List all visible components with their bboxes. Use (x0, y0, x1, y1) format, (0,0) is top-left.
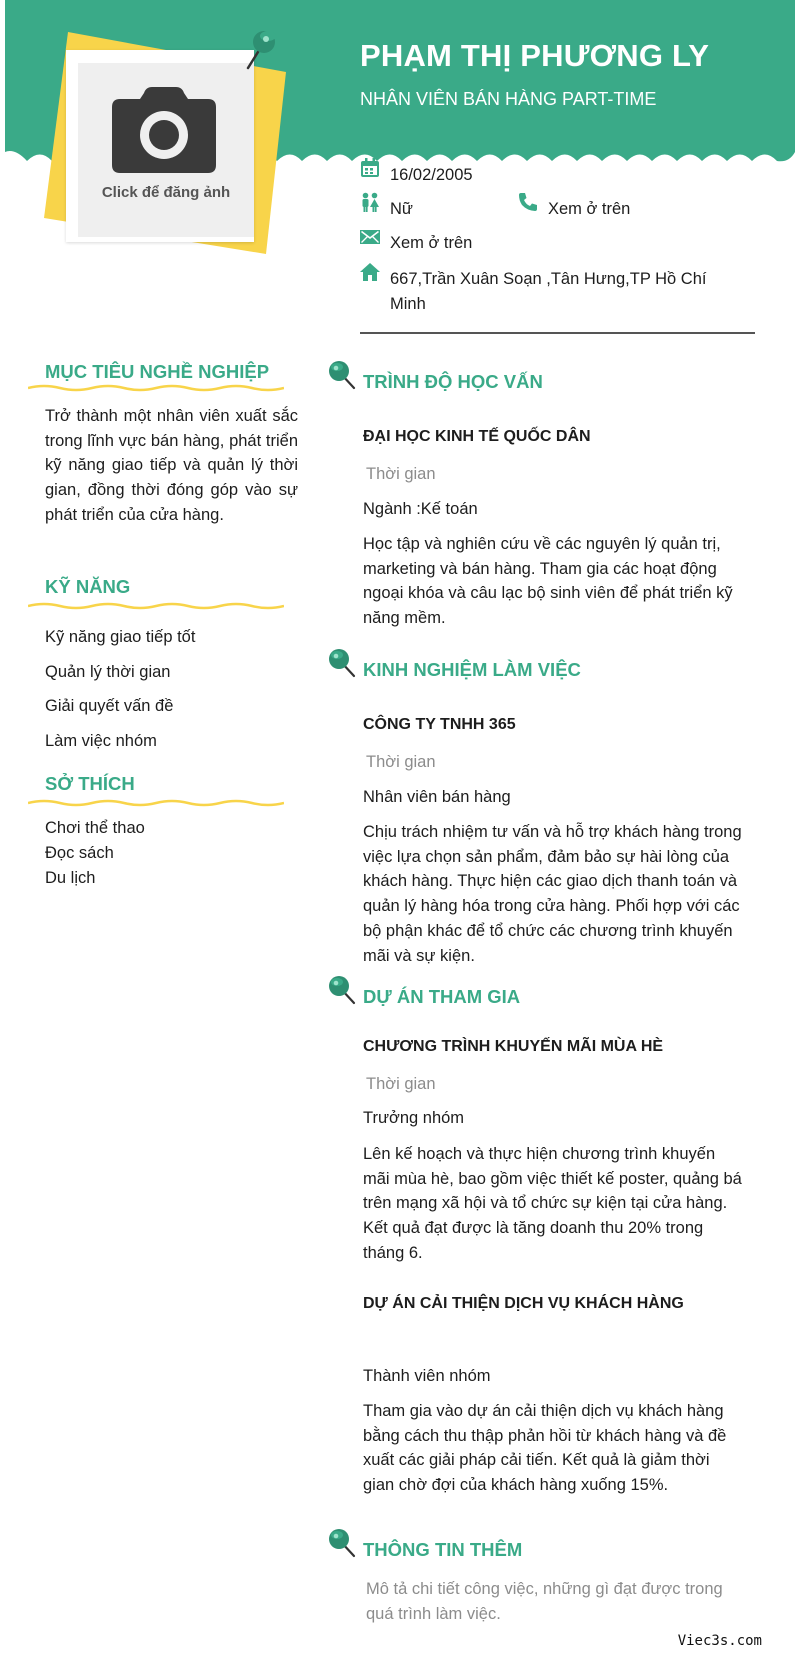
project-time: Thời gian (366, 1075, 436, 1093)
skills-underline (28, 601, 284, 611)
camera-icon (110, 85, 218, 175)
additional-title: THÔNG TIN THÊM (363, 1539, 523, 1560)
project-desc: Lên kế hoạch và thực hiện chương trình khuyến mãi mùa hè, bao gồm việc thiết kế poster, quảng bá trên mạng xã hội và tổ chức sự kiện tại cửa hàng. Kết quả đạt được là tăng doanh thu 20% trong tháng 6. (363, 1145, 742, 1262)
education-desc: Học tập và nghiên cứu về các nguyên lý quản trị, marketing và bán hàng. Tham gia các hoạt động ngoại khóa và câu lạc bộ sinh viên để phát triển kỹ năng mềm. (363, 535, 733, 628)
email-value: Xem ở trên (390, 234, 473, 252)
phone-icon (518, 192, 538, 212)
pushpin-icon (328, 648, 356, 678)
pushpin-icon (242, 24, 282, 72)
experience-title: KINH NGHIỆM LÀM VIỆC (363, 659, 581, 680)
pushpin-icon (328, 360, 356, 390)
watermark: Viec3s.com (677, 1633, 762, 1649)
experience-desc: Chịu trách nhiệm tư vấn và hỗ trợ khách hàng trong việc lựa chọn sản phẩm, đảm bảo sự hài lòng của khách hàng. Thực hiện các giao dịch thanh toán và quản lý hàng hóa trong cửa hàng. Phối hợp với các bộ phận khác để tổ chức các chương trình khuyến mãi và sự kiện. (363, 823, 742, 965)
contact-divider (360, 332, 755, 334)
education-school: ĐẠI HỌC KINH TẾ QUỐC DÂN (363, 428, 591, 445)
projects-title: DỰ ÁN THAM GIA (363, 986, 521, 1007)
education-major: Ngành :Kế toán (363, 500, 478, 518)
objective-title: MỤC TIÊU NGHỀ NGHIỆP (45, 361, 270, 382)
objective-text: Trở thành một nhân viên xuất sắc trong lĩnh vực bán hàng, phát triển kỹ năng giao tiếp và quản lý thời gian, đồng thời đóng góp vào sự phát triển của cửa hàng. (45, 407, 298, 524)
project-role: Thành viên nhóm (363, 1367, 491, 1385)
job-title: NHÂN VIÊN BÁN HÀNG PART-TIME (360, 89, 657, 109)
project-name: CHƯƠNG TRÌNH KHUYẾN MÃI MÙA HÈ (363, 1038, 664, 1055)
additional-text: Mô tả chi tiết công việc, những gì đạt được trong quá trình làm việc. (366, 1580, 723, 1623)
gender-icon (360, 192, 380, 212)
phone-value: Xem ở trên (548, 200, 631, 218)
birthdate-value: 16/02/2005 (390, 166, 473, 184)
hobbies-underline (28, 798, 284, 808)
gender-value: Nữ (390, 200, 413, 218)
skill-item: Làm việc nhóm (45, 732, 157, 750)
pushpin-icon (328, 1528, 356, 1558)
photo-caption: Click để đăng ảnh (101, 184, 231, 201)
email-icon (360, 227, 380, 247)
experience-time: Thời gian (366, 753, 436, 771)
objective-underline (28, 383, 284, 393)
education-title: TRÌNH ĐỘ HỌC VẤN (363, 371, 543, 392)
calendar-icon (360, 158, 380, 178)
project-role: Trưởng nhóm (363, 1109, 465, 1127)
skill-item: Quản lý thời gian (45, 663, 171, 681)
hobbies-title: SỞ THÍCH (45, 773, 135, 794)
education-time: Thời gian (366, 465, 436, 483)
project-desc: Tham gia vào dự án cải thiện dịch vụ khách hàng bằng cách thu thập phản hồi từ khách hàng và đề xuất các giải pháp cải tiến. Kết quả là giảm thời gian chờ đợi của khách hàng xuống 15%. (363, 1402, 727, 1495)
hobby-item: Du lịch (45, 869, 96, 887)
experience-position: Nhân viên bán hàng (363, 788, 511, 806)
hobby-item: Chơi thể thao (45, 819, 145, 837)
experience-company: CÔNG TY TNHH 365 (363, 716, 516, 733)
pushpin-icon (328, 975, 356, 1005)
skill-item: Giải quyết vấn đề (45, 697, 174, 715)
skill-item: Kỹ năng giao tiếp tốt (45, 628, 196, 646)
home-icon (360, 262, 380, 282)
hobby-item: Đọc sách (45, 844, 114, 862)
candidate-name: PHẠM THỊ PHƯƠNG LY (360, 38, 710, 73)
project-name: DỰ ÁN CẢI THIỆN DỊCH VỤ KHÁCH HÀNG (363, 1295, 684, 1312)
address-value: 667,Trần Xuân Soạn ,Tân Hưng,TP Hồ Chí Minh (390, 270, 707, 313)
skills-title: KỸ NĂNG (45, 576, 131, 597)
